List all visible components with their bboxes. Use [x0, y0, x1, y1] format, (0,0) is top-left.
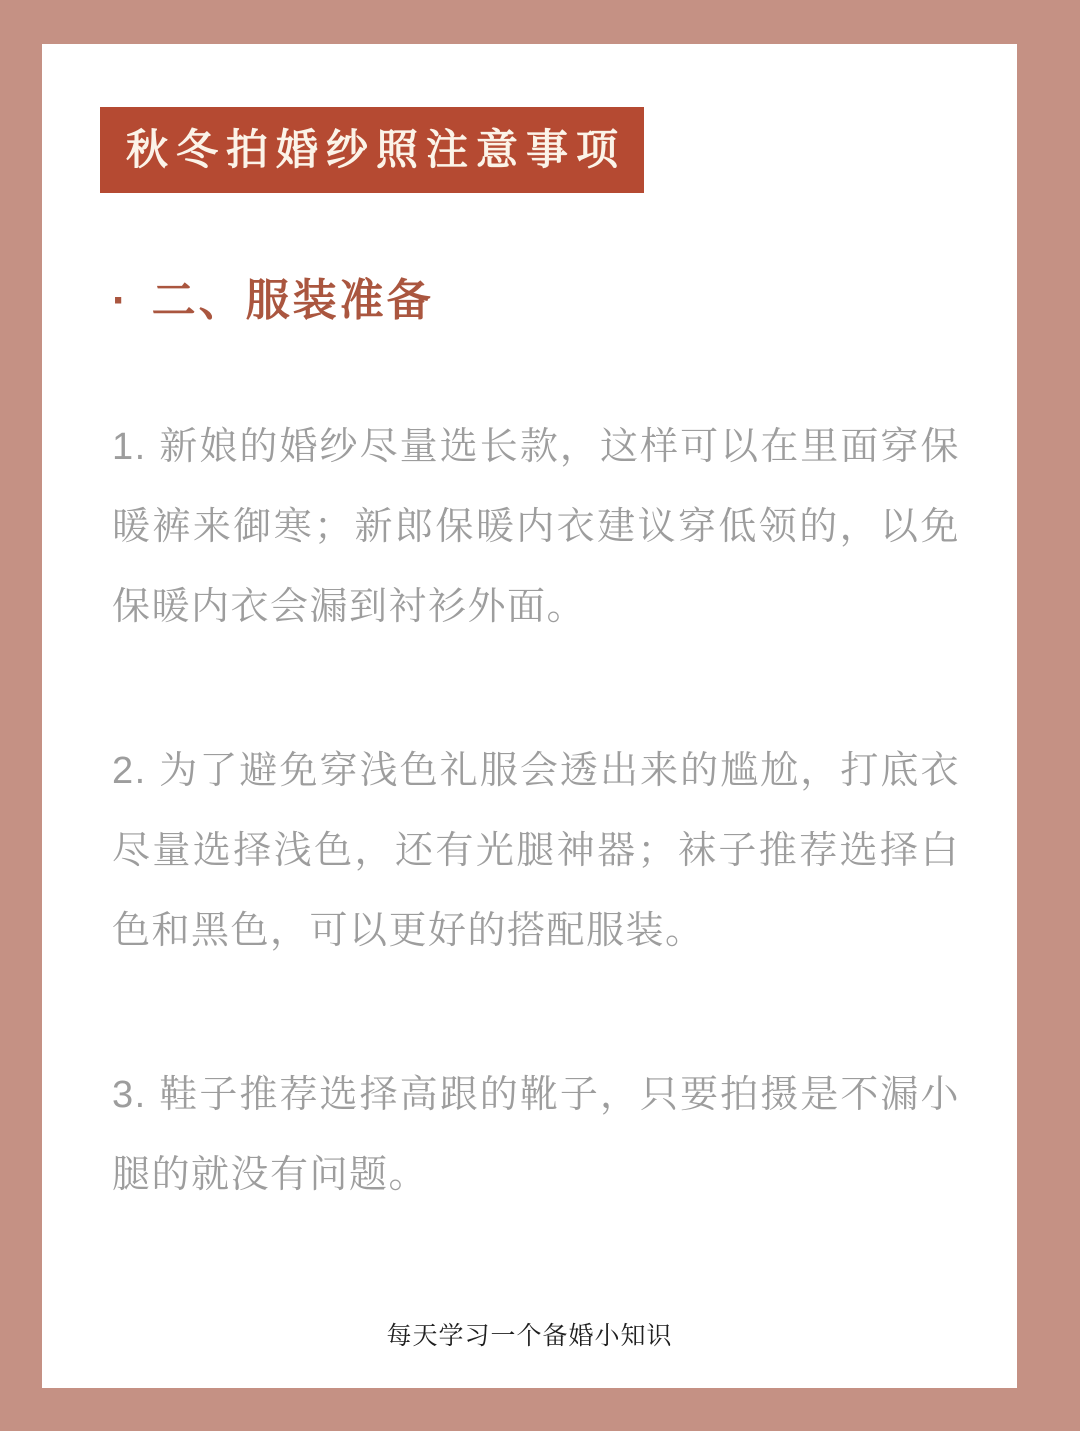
section-heading-label: 二、服装准备: [151, 276, 434, 325]
footer-caption: 每天学习一个备婚小知识: [386, 1322, 673, 1350]
tip-paragraph-1: 1. 新娘的婚纱尽量选长款，这样可以在里面穿保暖裤来御寒；新郎保暖内衣建议穿低领的，以免保暖内衣会漏到衬衫外面。: [112, 426, 960, 628]
content-card: [42, 44, 1017, 1388]
tips-list: [112, 407, 960, 1215]
heading-bullet: ·: [112, 276, 130, 325]
tip-paragraph-3: 3. 鞋子推荐选择高跟的靴子，只要拍摄是不漏小腿的就没有问题。: [112, 1074, 960, 1196]
section-heading: [112, 276, 1017, 325]
tip-paragraph-2: 2. 为了避免穿浅色礼服会透出来的尴尬，打底衣尽量选择浅色，还有光腿神器；袜子推荐选择白色和黑色，可以更好的搭配服装。: [112, 750, 960, 952]
title-badge: 秋冬拍婚纱照注意事项: [100, 107, 644, 193]
